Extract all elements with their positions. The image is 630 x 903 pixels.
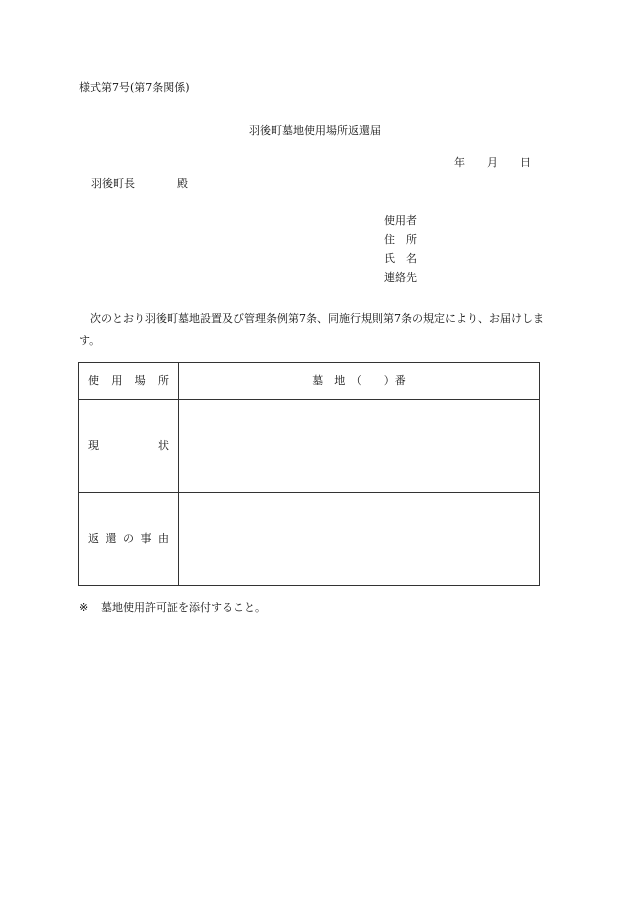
addressee	[91, 177, 188, 190]
applicant-contact-label: 連絡先	[384, 271, 417, 284]
addressee-name: 羽後町長	[91, 177, 135, 190]
return-reason-field[interactable]	[179, 493, 540, 586]
label-char: 現	[88, 439, 99, 453]
label-char: 由	[158, 532, 169, 546]
applicant-block	[384, 211, 417, 287]
day-label: 日	[520, 156, 531, 169]
table-row	[79, 493, 540, 586]
body-text: 次のとおり羽後町墓地設置及び管理条例第7条、同施行規則第7条の規定により、お届けします。	[79, 312, 544, 347]
note-text: 墓地使用許可証を添付すること。	[101, 601, 266, 614]
addressee-honorific: 殿	[177, 177, 188, 190]
document-title: 羽後町墓地使用場所返還届	[249, 124, 381, 137]
label-char: 場	[134, 374, 146, 388]
label-char: 還	[105, 532, 117, 546]
label-char: 事	[140, 532, 152, 546]
label-char: 用	[111, 374, 123, 388]
applicant-name-label: 氏 名	[384, 252, 417, 265]
label-char: の	[123, 532, 134, 546]
table-row	[79, 400, 540, 493]
label-char: 返	[88, 532, 99, 546]
row-label-current-state	[79, 400, 179, 493]
usage-location-field[interactable]: 墓 地 （ ）番	[179, 363, 540, 400]
applicant-address-label: 住 所	[384, 233, 417, 246]
label-char: 所	[157, 374, 169, 388]
label-char: 使	[88, 374, 99, 388]
month-label: 月	[487, 156, 498, 169]
row-label-usage-location	[79, 363, 179, 400]
applicant-role-label: 使用者	[384, 214, 417, 227]
year-label: 年	[454, 156, 465, 169]
return-form-table	[78, 362, 540, 586]
label-char: 状	[158, 439, 169, 453]
row-label-return-reason	[79, 493, 179, 586]
attachment-note	[79, 601, 266, 614]
form-number: 様式第7号(第7条関係)	[79, 81, 190, 94]
date-line	[454, 156, 531, 169]
current-state-field[interactable]	[179, 400, 540, 493]
note-mark: ※	[79, 601, 89, 614]
table-row	[79, 363, 540, 400]
